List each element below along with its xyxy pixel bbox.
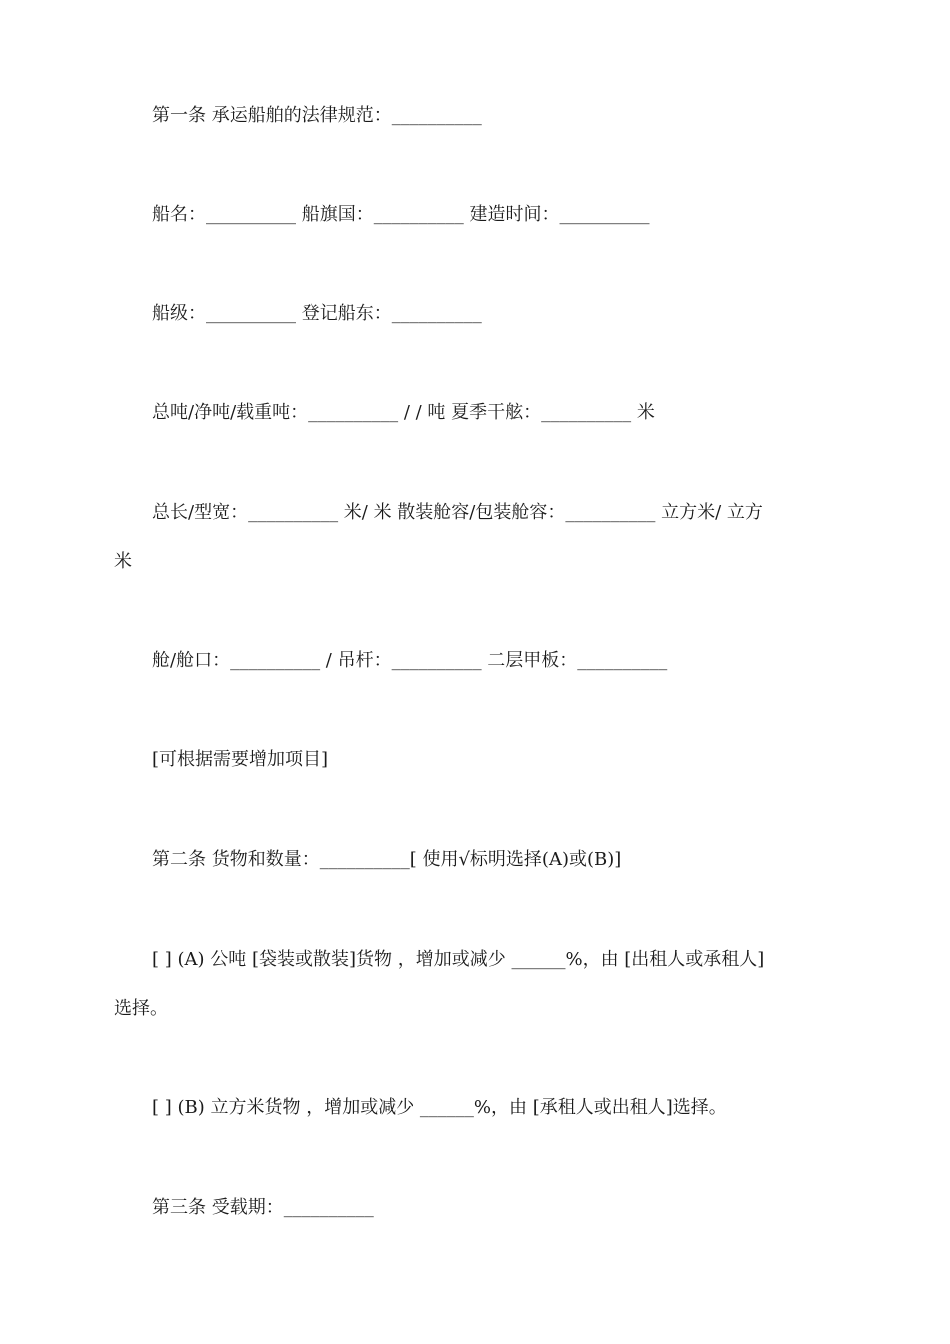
article-3-laycan: 第三条 受载期：__________ <box>152 1197 374 1218</box>
add-items-note: [可根据需要增加项目] <box>152 749 329 770</box>
option-a-line-wrap: 选择。 <box>114 998 168 1019</box>
length-breadth-capacity-line-wrap: 米 <box>114 551 132 572</box>
article-2-cargo-quantity: 第二条 货物和数量：__________[ 使用√标明选择(A)或(B)] <box>152 849 622 870</box>
hatch-derrick-deck-line: 舱/舱口：__________ / 吊杆：__________ 二层甲板：__________ <box>152 650 668 671</box>
option-b-line: [ ] (B) 立方米货物 ，增加或减少 ______%，由 [承租人或出租人]选择。 <box>152 1097 727 1118</box>
article-1-legal-norms: 第一条 承运船舶的法律规范：__________ <box>152 105 482 126</box>
tonnage-freeboard-line: 总吨/净吨/载重吨：__________ / / 吨 夏季干舷：__________ 米 <box>152 402 655 423</box>
ship-name-flag-build-line: 船名：__________ 船旗国：__________ 建造时间：__________ <box>152 204 650 225</box>
length-breadth-capacity-line: 总长/型宽：__________ 米/ 米 散装舱容/包装舱容：__________ 立方米/ 立方 <box>152 502 763 523</box>
ship-class-owner-line: 船级：__________ 登记船东：__________ <box>152 303 482 324</box>
option-a-line: [ ] (A) 公吨 [袋装或散装]货物 ，增加或减少 ______%，由 [出租人或承租人] <box>152 949 765 970</box>
